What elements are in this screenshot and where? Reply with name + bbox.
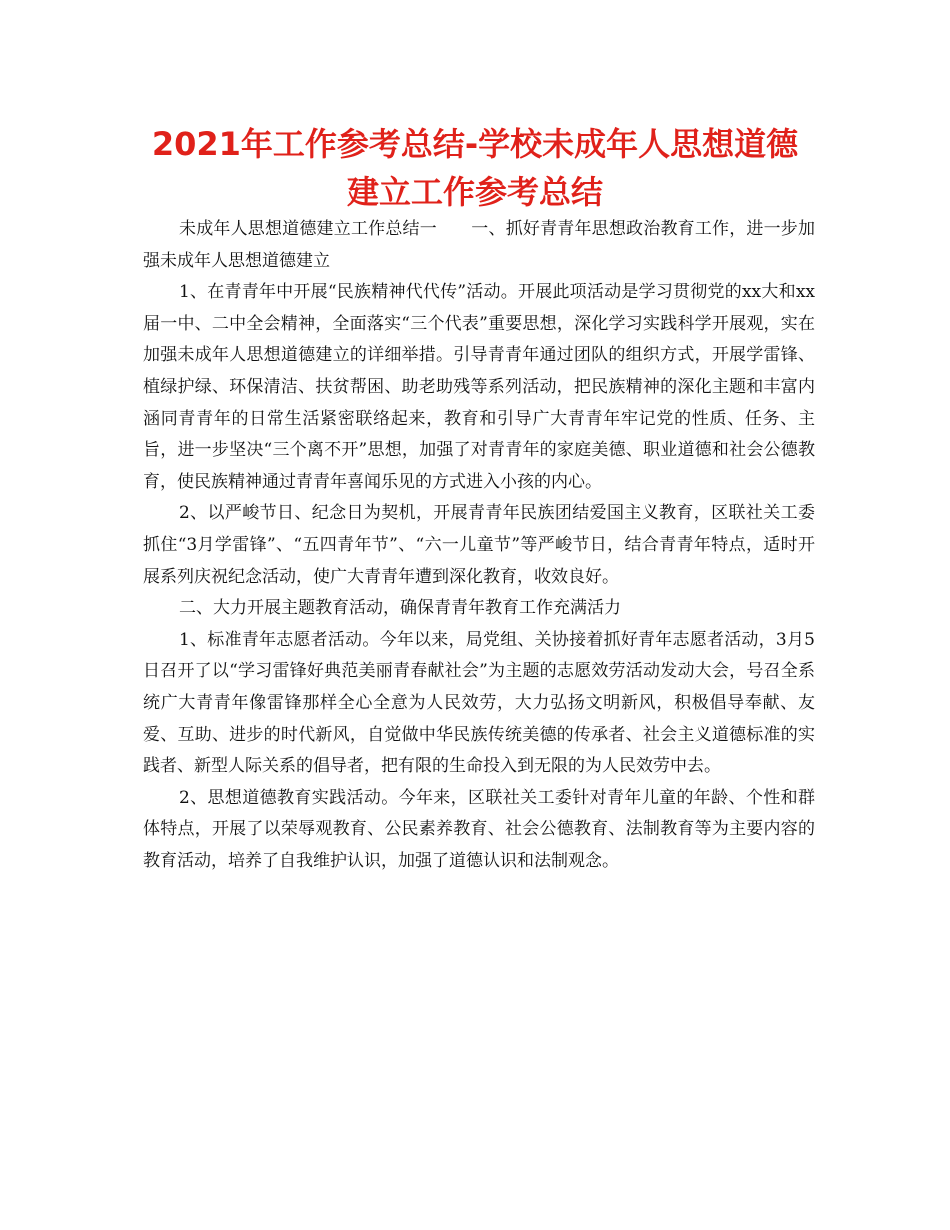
document-body — [143, 214, 815, 877]
section-heading: 二、大力开展主题教育活动，确保青青年教育工作充满活力 — [179, 598, 621, 619]
paragraph: 未成年人思想道德建立工作总结一 一、抓好青青年思想政治教育工作，进一步加强未成年人思想道德建立 — [143, 219, 815, 271]
document-title: 2021年工作参考总结-学校未成年人思想道德建立工作参考总结 — [151, 125, 799, 211]
paragraph: 2、以严峻节日、纪念日为契机，开展青青年民族团结爱国主义教育，区联社关工委抓住“3月学雷锋”、“五四青年节”、“六一儿童节”等严峻节日，结合青青年特点，适时开展系列庆祝纪念活动，使广大青青年遭到深化教育，收效良好。 — [143, 503, 815, 587]
paragraph: 1、标准青年志愿者活动。今年以来，局党组、关协接着抓好青年志愿者活动，3月5日召开了以“学习雷锋好典范美丽青春献社会”为主题的志愿效劳活动发动大会，号召全系统广大青青年像雷锋那样全心全意为人民效劳，大力弘扬文明新风，积极倡导奉献、友爱、互助、进步的时代新风，自觉做中华民族传统美德的传承者、社会主义道德标准的实践者、新型人际关系的倡导者，把有限的生命投入到无限的为人民效劳中去。 — [143, 629, 815, 777]
paragraph: 2、思想道德教育实践活动。今年来，区联社关工委针对青年儿童的年龄、个性和群体特点，开展了以荣辱观教育、公民素养教育、社会公德教育、法制教育等为主要内容的教育活动，培养了自我维护认识，加强了道德认识和法制观念。 — [143, 787, 815, 871]
paragraph: 1、在青青年中开展“民族精神代代传”活动。开展此项活动是学习贯彻党的xx大和xx届一中、二中全会精神，全面落实“三个代表”重要思想，深化学习实践科学开展观，实在加强未成年人思想道德建立的详细举措。引导青青年通过团队的组织方式，开展学雷锋、植绿护绿、环保清洁、扶贫帮困、助老助残等系列活动，把民族精神的深化主题和丰富内涵同青青年的日常生活紧密联络起来，教育和引导广大青青年牢记党的性质、任务、主旨，进一步坚决“三个离不开”思想，加强了对青青年的家庭美德、职业道德和社会公德教育，使民族精神通过青青年喜闻乐见的方式进入小孩的内心。 — [143, 282, 815, 492]
